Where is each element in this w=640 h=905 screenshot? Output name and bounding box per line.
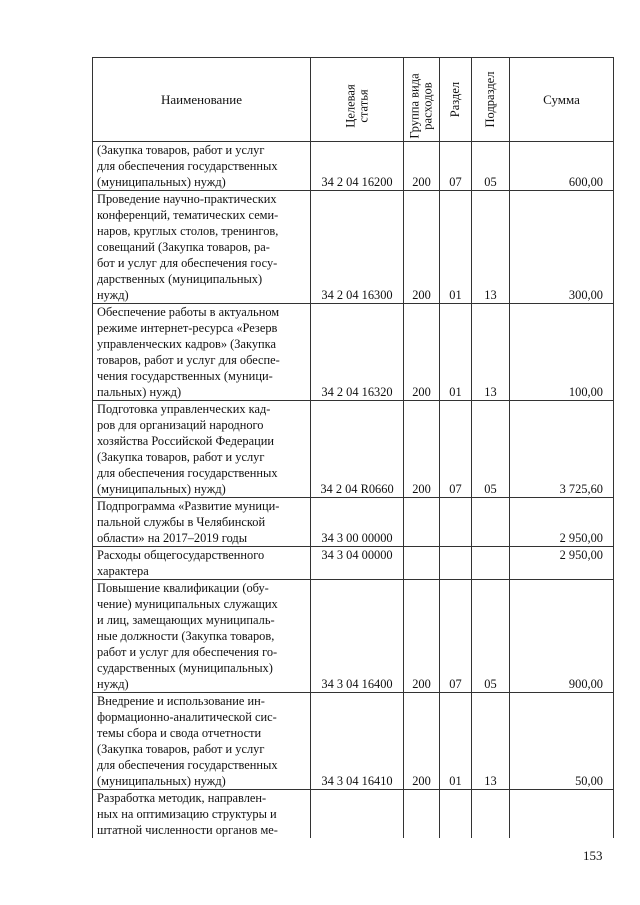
header-name: Наименование	[93, 58, 311, 142]
row-section	[440, 498, 472, 547]
row-sum: 900,00	[510, 580, 614, 693]
table-row	[93, 693, 614, 790]
row-name: Обеспечение работы в актуальном режиме интернет-ресурса «Резерв управленческих кадров» (Закупка товаров, работ и услуг для обеспе- чения государственных (муници- пальных) нужд)	[93, 304, 311, 401]
row-subsection	[472, 547, 510, 580]
row-target-article: 34 3 00 00000	[311, 498, 404, 547]
row-section: 07	[440, 401, 472, 498]
row-section: 01	[440, 304, 472, 401]
row-target-article: 34 2 04 16200	[311, 142, 404, 191]
row-expense-group: 200	[404, 191, 440, 304]
row-target-article: 34 2 04 R0660	[311, 401, 404, 498]
row-subsection: 05	[472, 142, 510, 191]
row-target-article: 34 3 04 16410	[311, 693, 404, 790]
row-target-article: 34 3 04 16400	[311, 580, 404, 693]
row-subsection: 05	[472, 401, 510, 498]
row-expense-group: 200	[404, 580, 440, 693]
row-subsection: 13	[472, 191, 510, 304]
table-row	[93, 142, 614, 191]
row-name: Подпрограмма «Развитие муници- пальной службы в Челябинской области» на 2017–2019 годы	[93, 498, 311, 547]
row-sum: 50,00	[510, 693, 614, 790]
page-number: 153	[583, 848, 603, 863]
row-name: Проведение научно-практических конференций, тематических семи- наров, круглых столов, тренингов, совещаний (Закупка товаров, ра- бот и услуг для обеспечения госу- дарственных (муниципальных) нужд)	[93, 191, 311, 304]
row-section	[440, 790, 472, 839]
budget-table-page	[92, 57, 613, 838]
table-row	[93, 580, 614, 693]
row-expense-group	[404, 790, 440, 839]
header-subsection: Подраздел	[472, 58, 510, 142]
row-target-article: 34 3 04 00000	[311, 547, 404, 580]
table-row	[93, 498, 614, 547]
row-name: Разработка методик, направлен- ных на оптимизацию структуры и штатной численности органов ме-	[93, 790, 311, 839]
row-sum: 2 950,00	[510, 498, 614, 547]
row-expense-group: 200	[404, 401, 440, 498]
row-expense-group: 200	[404, 693, 440, 790]
row-sum: 2 950,00	[510, 547, 614, 580]
row-section: 07	[440, 142, 472, 191]
row-expense-group: 200	[404, 142, 440, 191]
table-row	[93, 790, 614, 839]
row-name: Подготовка управленческих кад- ров для организаций народного хозяйства Российской Федерации (Закупка товаров, работ и услуг для обеспечения государственных (муниципальных) нужд)	[93, 401, 311, 498]
row-subsection: 05	[472, 580, 510, 693]
table-row	[93, 401, 614, 498]
table-header-row	[93, 58, 614, 142]
header-section: Раздел	[440, 58, 472, 142]
budget-table	[92, 57, 614, 838]
table-row	[93, 304, 614, 401]
row-target-article: 34 2 04 16320	[311, 304, 404, 401]
row-target-article	[311, 790, 404, 839]
row-expense-group	[404, 547, 440, 580]
row-target-article: 34 2 04 16300	[311, 191, 404, 304]
row-expense-group: 200	[404, 304, 440, 401]
row-expense-group	[404, 498, 440, 547]
row-section	[440, 547, 472, 580]
row-name: Повышение квалификации (обу- чение) муниципальных служащих и лиц, замещающих муниципаль- ные должности (Закупка товаров, работ и услуг для обеспечения го- сударственных (муниципальных) нужд)	[93, 580, 311, 693]
table-row	[93, 191, 614, 304]
row-section: 01	[440, 191, 472, 304]
header-sum: Сумма	[510, 58, 614, 142]
row-name: (Закупка товаров, работ и услуг для обеспечения государственных (муниципальных) нужд)	[93, 142, 311, 191]
row-name: Расходы общегосударственного характера	[93, 547, 311, 580]
row-sum: 100,00	[510, 304, 614, 401]
header-expense-group: Группа вида расходов	[404, 58, 440, 142]
row-sum: 3 725,60	[510, 401, 614, 498]
row-subsection	[472, 498, 510, 547]
row-name: Внедрение и использование ин- формационно-аналитической сис- темы сбора и свода отчетности (Закупка товаров, работ и услуг для обеспечения государственных (муниципальных) нужд)	[93, 693, 311, 790]
row-subsection: 13	[472, 304, 510, 401]
row-section: 01	[440, 693, 472, 790]
row-sum: 600,00	[510, 142, 614, 191]
row-subsection: 13	[472, 693, 510, 790]
row-section: 07	[440, 580, 472, 693]
row-sum: 300,00	[510, 191, 614, 304]
table-row	[93, 547, 614, 580]
row-sum	[510, 790, 614, 839]
header-target-article: Целевая статья	[311, 58, 404, 142]
row-subsection	[472, 790, 510, 839]
